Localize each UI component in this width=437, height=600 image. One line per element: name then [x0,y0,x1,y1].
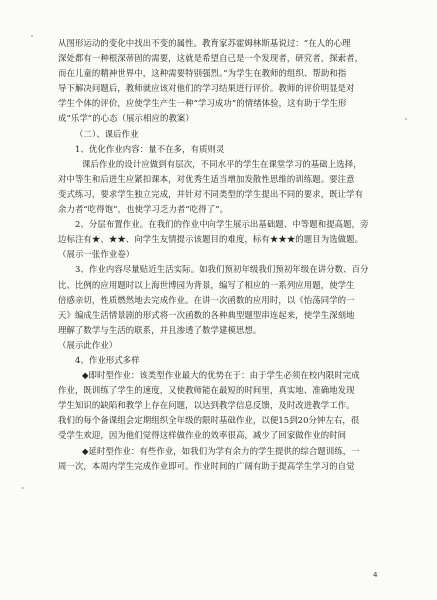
scan-speck [22,487,24,489]
paragraph-line: 课后作业的设计应做到有层次，不同水平的学生在课堂学习的基础上选择， [82,158,362,169]
page-number: 4 [373,571,378,579]
paragraph-line: 我们的每个备课组会定期组织全年级的限时基础作业，以便15到20分钟左右，很 [58,415,360,426]
paragraph-line: 天》编成生活情景剧的形式将一次函数的各种典型题型串连起来，使学生深刻地 [58,309,355,320]
paragraph-line: 成“乐学”的心态（展示相应的教案） [58,113,194,124]
paragraph-line: （展示一张作业卷） [58,249,135,260]
paragraph-line: 而在儿童的精神世界中，这种需要特别强烈。”为学生在教师的组织、帮助和指 [58,68,347,79]
paragraph-line: （展示此作业） [58,339,118,350]
paragraph-line: 导下解决问题后，教师就应该对他们的学习结果进行评价。教师的评价明显是对 [58,83,355,94]
paragraph-line: 倍感亲切，性质燃然地去完成作业。在讲一次函数的应用时，以《怡荡同学的一 [58,294,355,305]
paragraph-line: 受学生欢迎，因为他们觉得这样做作业的效率很高，减少了回家做作业的时间 [58,430,347,441]
paragraph-line: 深处都有一种根深蒂固的需要，这就是希望自己是一个发现者，研究者，探索者， [58,53,364,64]
scan-speck [31,35,33,37]
paragraph-line: 周一次，本周内学生完成作业即可。作业时间的广阔有助于提高学生学习的自觉 [58,460,355,471]
list-item-heading: 4、作业形式多样 [75,354,140,365]
list-item-heading: 3、作业内容尽量贴近生活实际。如我们预初年级我们预初年级在讲分数、百分 [75,264,369,275]
paragraph-line: 从图形运动的变化中找出不变的属性。教育家苏霍姆林斯基说过：“在人的心理 [58,38,351,48]
paragraph-line: 学生知识的缺陷和教学上存在问题，以达到教学信息反馈，及时改进教学工作。 [58,400,355,411]
document-body [58,36,388,474]
paragraph-line: ◆即时型作业：该类型作业最大的优势在于：由于学生必须在校内限时完成 [82,370,360,381]
scan-speck [405,118,407,120]
paragraph-line: 理解了数学与生活的联系，并且渗透了数学建模思想。 [58,324,262,335]
paragraph-line: 学生个体的评价，应使学生产生一种“学习成功”的情绪体验，这有助于学生形 [58,98,347,109]
paragraph-line: 对中等生和后进生应紧扣课本，对优秀生适当增加发散性思维的训练题。要注意 [58,173,355,184]
paragraph-line: ◆延时型作业：有些作业，如我们为学有余力的学生提供的综合题训练，一 [82,445,360,456]
paragraph-line: 作业，既训练了学生的速度，又使教师能在最短的时间里，真实地、准确地发现 [58,385,355,396]
paragraph-line: 边标注有★、★★、向学生友情提示该题目的难度，标有★★★的题目为选做题。 [58,234,364,245]
paragraph-line: 比、比例的应用题时以上海世博园为背景，编写了相应的一系列应用题，使学生 [58,279,355,290]
list-item-heading: 1、优化作业内容：量不在多，有质则灵 [75,143,225,154]
list-item-heading: 2、分层布置作业。在我们的作业中向学生展示出基础题、中等题和提高题，旁 [75,219,369,230]
paragraph-line: 变式练习，要求学生独立完成，并针对不同类型的学生提出不同的要求，既让学有 [58,188,364,199]
section-heading: （二）、课后作业 [75,128,139,139]
paragraph-line: 余力者“吃得饱”，也使学习乏力者“吃得了”。 [58,204,229,215]
